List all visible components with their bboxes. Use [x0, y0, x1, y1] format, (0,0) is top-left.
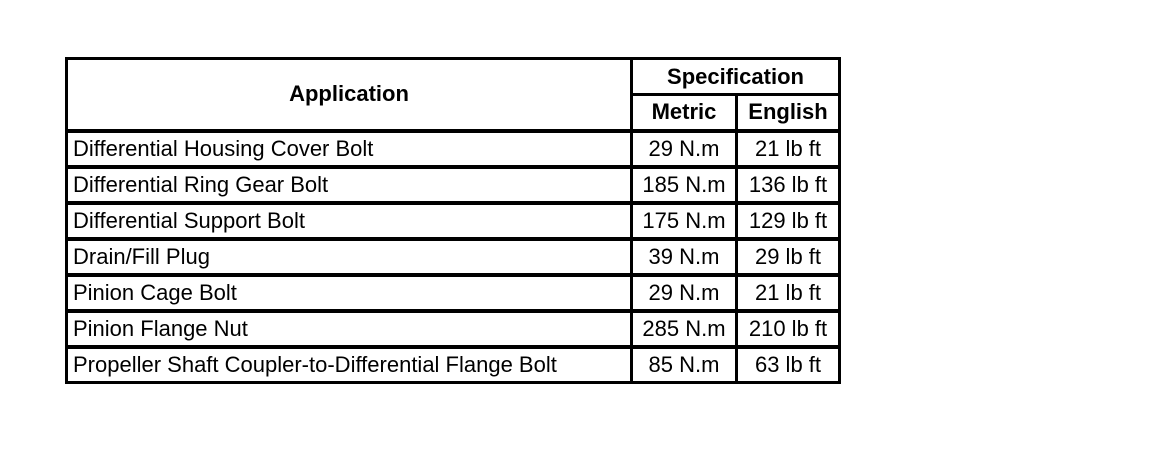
cell-application: Propeller Shaft Coupler-to-Differential Flange Bolt [67, 347, 632, 383]
cell-application: Differential Ring Gear Bolt [67, 167, 632, 203]
header-english: English [737, 95, 840, 131]
table-row [67, 347, 840, 383]
cell-application: Differential Housing Cover Bolt [67, 131, 632, 167]
cell-application: Pinion Cage Bolt [67, 275, 632, 311]
table-row [67, 311, 840, 347]
torque-spec-table [65, 57, 841, 384]
cell-english: 129 lb ft [737, 203, 840, 239]
cell-application: Pinion Flange Nut [67, 311, 632, 347]
cell-metric: 175 N.m [632, 203, 737, 239]
table-row [67, 239, 840, 275]
cell-metric: 29 N.m [632, 131, 737, 167]
header-metric: Metric [632, 95, 737, 131]
cell-metric: 185 N.m [632, 167, 737, 203]
cell-english: 210 lb ft [737, 311, 840, 347]
table-row [67, 275, 840, 311]
header-row-top [67, 59, 840, 95]
cell-metric: 285 N.m [632, 311, 737, 347]
table-row [67, 203, 840, 239]
table-row [67, 167, 840, 203]
cell-english: 21 lb ft [737, 275, 840, 311]
table-row [67, 131, 840, 167]
cell-application: Drain/Fill Plug [67, 239, 632, 275]
cell-application: Differential Support Bolt [67, 203, 632, 239]
cell-metric: 29 N.m [632, 275, 737, 311]
cell-english: 21 lb ft [737, 131, 840, 167]
header-specification: Specification [632, 59, 840, 95]
cell-english: 29 lb ft [737, 239, 840, 275]
cell-metric: 85 N.m [632, 347, 737, 383]
header-application: Application [67, 59, 632, 131]
cell-english: 136 lb ft [737, 167, 840, 203]
cell-metric: 39 N.m [632, 239, 737, 275]
cell-english: 63 lb ft [737, 347, 840, 383]
